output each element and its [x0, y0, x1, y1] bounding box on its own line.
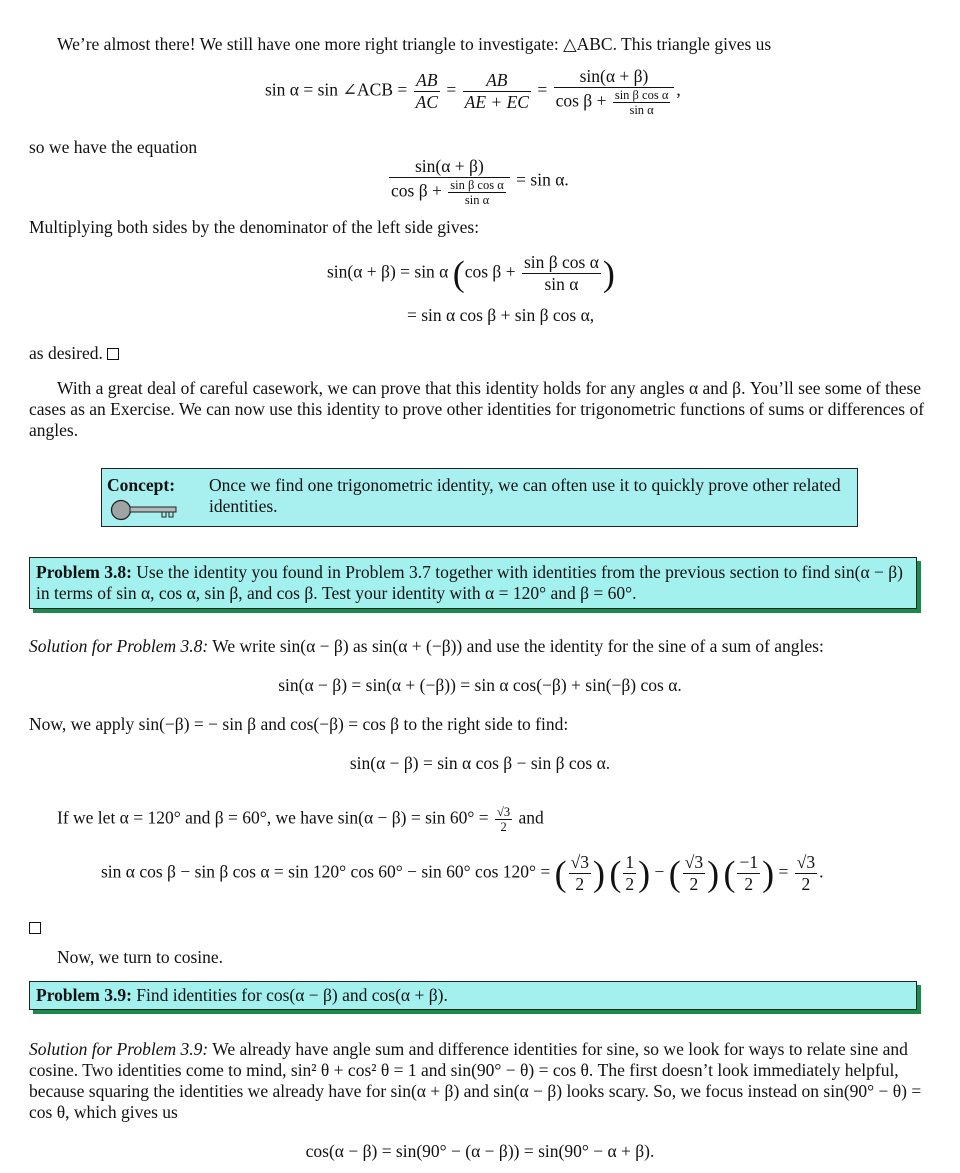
eq2-rhs: = sin α. — [516, 169, 569, 190]
frac-neg-1-over-2: $\frac{-1}{2}$ — [739, 852, 759, 894]
eq1-f1-num: AB — [414, 70, 440, 92]
concept-label: Concept: — [107, 475, 176, 495]
solution-3-8-label: Solution for Problem 3.8: — [29, 636, 209, 656]
concept-text: Once we find one trigonometric identity, we can often use it to quickly prove other related identities. — [209, 475, 841, 516]
sol38-equation-2: sin(α − β) = sin α cos β − sin β cos α. — [349, 753, 611, 773]
solution-3-9-label: Solution for Problem 3.9: — [29, 1039, 209, 1059]
eq3-inner-pre: cos β + — [464, 261, 516, 282]
problem-3-9-content — [36, 985, 448, 1006]
eq2-den-pre: cos β + — [391, 180, 442, 201]
qed-square-2 — [29, 917, 41, 938]
eq3-lhs: sin(α + β) = sin α — [327, 261, 449, 282]
as-desired-line — [29, 343, 119, 364]
problem-3-8-box — [29, 557, 917, 609]
solution-3-9-text: We already have angle sum and difference identities for sine, so we look for ways to relate sine and cosine. Two identities come to mind, sin² θ + cos² θ = 1 and sin(90° − θ) = cos θ. The first doesn’t look immediately helpful, because squaring the identities we already have for sin(α + β) and sin(α − β) looks scary. So, we focus instead on sin(90° − θ) = cos θ, which gives us — [29, 1039, 922, 1122]
concept-box — [101, 468, 858, 527]
problem-3-9-label: Problem 3.9: — [36, 985, 132, 1005]
eq1-f3-den-pre: cos β + — [555, 90, 607, 111]
eq2-fraction — [389, 156, 510, 207]
problem-3-8-text: Use the identity you found in Problem 3.7 together with identities from the previous section to find sin(α − β) in terms of sin α, cos α, sin β, and cos β. Test your identity with α = 120° and β = 60°. — [36, 562, 904, 603]
sol38-eq3-lhs: sin α cos β − sin β cos α = sin 120° cos 60° − sin 60° cos 120° = — [101, 861, 551, 882]
multiplying-text: Multiplying both sides by the denominator of the left side gives: — [29, 217, 480, 237]
frac-sqrt3-over-2-result: $\frac{√3}{2}$ — [796, 852, 816, 894]
qed-square-icon — [107, 348, 119, 360]
problem-3-9-text: Find identities for cos(α − β) and cos(α + β). — [136, 985, 448, 1005]
problem-3-9-box — [29, 981, 917, 1010]
eq1-f1-den: AC — [415, 92, 439, 112]
fraction-sin-sum — [554, 66, 675, 117]
eq3-inner-num: sin β cos α — [523, 252, 599, 272]
equation-expand: sin(α + β) = sin α (cos β + $\frac{\text{sin β cos α}}{\text{sin α}}$ ) — [327, 252, 615, 294]
eq2-inner-fraction — [448, 178, 506, 207]
eq2-num: sin(α + β) — [389, 156, 510, 178]
equation-sin-alpha — [387, 156, 569, 207]
so-we-have-text: so we have the equation — [29, 137, 198, 157]
sol38-iflet-post: and — [518, 807, 544, 828]
problem-3-8-content — [36, 562, 912, 604]
eq1-f3-den-num: sin β cos α — [614, 88, 669, 102]
key-icon — [110, 499, 180, 521]
eq1-inner-fraction — [613, 88, 671, 117]
frac-1-over-2: $\frac{1}{2}$ — [625, 852, 635, 894]
eq1-f3-den-den: sin α — [629, 103, 654, 117]
qed-square-icon — [29, 922, 41, 934]
solution-3-9-paragraph — [29, 1039, 931, 1123]
sol39-equation: cos(α − β) = sin(90° − (α − β)) = sin(90° − α + β). — [305, 1141, 655, 1161]
frac-sqrt3-over-2-a: $\frac{√3}{2}$ — [570, 852, 589, 894]
problem-3-8-label: Problem 3.8: — [36, 562, 132, 582]
casework-paragraph: With a great deal of careful casework, we can prove that this identity holds for any angles α and β. You’ll see some of these cases as an Exercise. We can now use this identity to prove other identities for trigonometric functions of sums or differences of angles. — [29, 378, 925, 440]
eq2-den-num: sin β cos α — [450, 178, 504, 192]
sol38-iflet-num: √3 — [497, 805, 511, 819]
sol38-iflet-fraction — [495, 805, 512, 834]
frac-sqrt3-over-2-b: $\frac{√3}{2}$ — [684, 852, 704, 894]
now-cosine-text: Now, we turn to cosine. — [57, 947, 224, 967]
eq1-f2-num: AB — [463, 70, 531, 92]
sol38-iflet-pre: If we let α = 120° and β = 60°, we have sin(α − β) = sin 60° = — [57, 807, 489, 828]
solution-3-8-intro — [29, 636, 824, 657]
sol38-equation-1: sin(α − β) = sin(α + (−β)) = sin α cos(−β) + sin(−β) cos α. — [278, 675, 682, 695]
as-desired-text: as desired. — [29, 343, 103, 363]
eq1-tail: , — [676, 79, 681, 100]
eq1-f3-num: sin(α + β) — [554, 66, 675, 88]
fraction-ab-ac — [414, 70, 440, 113]
sol38-iflet-den: 2 — [500, 820, 507, 834]
sol38-iflet-line — [57, 805, 544, 834]
eq2-den-den: sin α — [464, 193, 490, 207]
equation-sin-acb: sin α = sin ∠ACB = $\frac{AB}{AC}$ = $\frac{AB}{AE + EC}$ = sin(α + β) cos β + $\frac{\text{sin β cos α}}{\text{sin α}}$ , — [265, 66, 681, 117]
sol38-equation-3: sin α cos β − sin β cos α = sin 120° cos 60° − sin 60° cos 120° = ( $\frac{√3}{2}$ ) ( $\frac{1}{2}$ ) − ( $\frac{√3}{2}$ ) ( $\frac{-1}{2}$ ) = $\frac{√3}{2}$ . — [101, 852, 824, 894]
eq1-f2-den: AE + EC — [464, 92, 529, 112]
fraction-ab-ae-ec — [463, 70, 531, 113]
equation-expand-line2: = sin α cos β + sin β cos α, — [407, 305, 595, 325]
solution-3-8-text: We write sin(α − β) as sin(α + (−β)) and use the identity for the sine of a sum of angles: — [212, 636, 824, 656]
eq1-lhs: sin α = sin ∠ACB = — [265, 79, 408, 100]
eq3-inner-den: sin α — [544, 274, 579, 294]
intro-paragraph: We’re almost there! We still have one more right triangle to investigate: △ABC. This triangle gives us — [57, 34, 772, 54]
eq3-inner-fraction — [522, 252, 601, 295]
sol38-now-text: Now, we apply sin(−β) = − sin β and cos(−β) = cos β to the right side to find: — [29, 714, 569, 734]
